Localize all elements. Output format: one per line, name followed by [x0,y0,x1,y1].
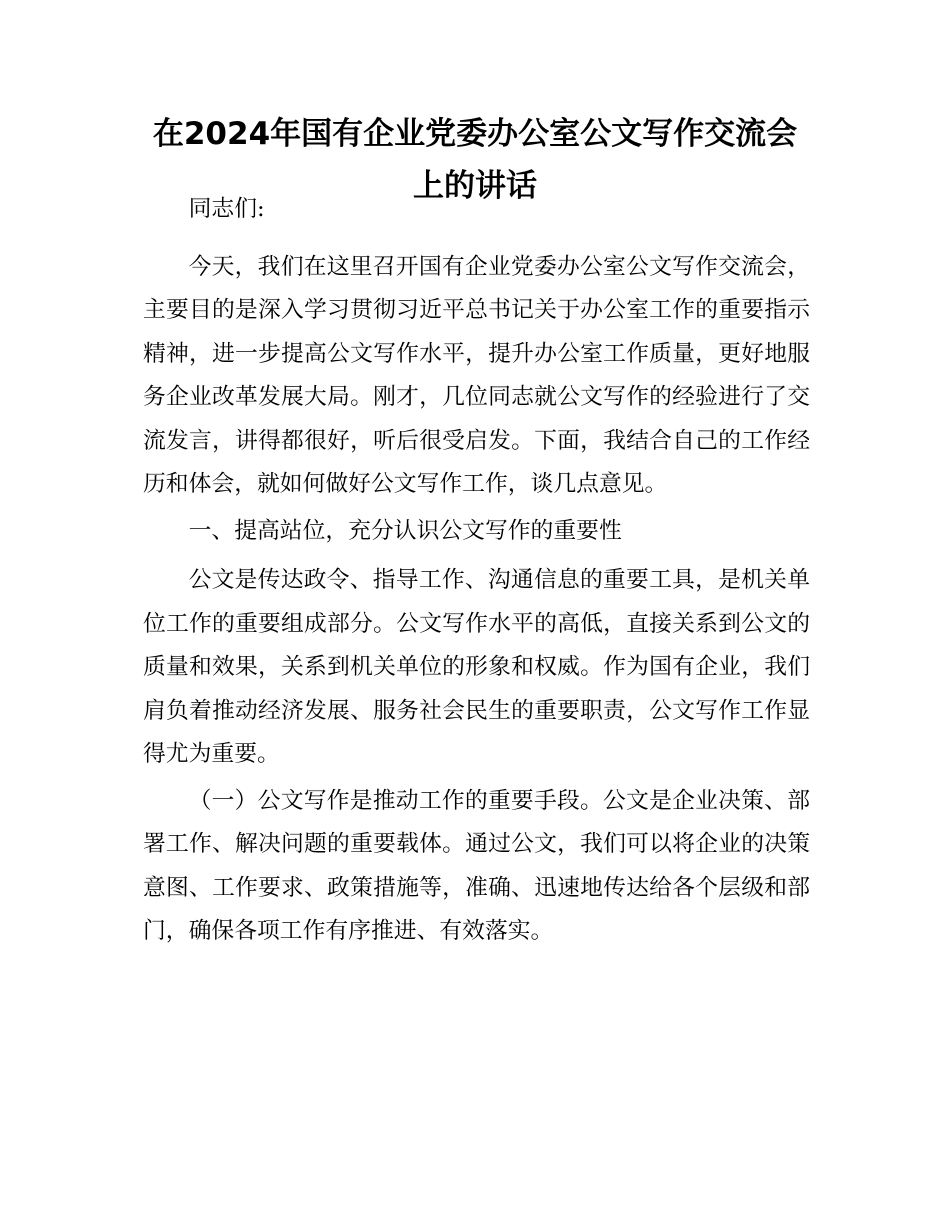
subsection-paragraph: （一）公文写作是推动工作的重要手段。公文是企业决策、部署工作、解决问题的重要载体。通过公文，我们可以将企业的决策意图、工作要求、政策措施等，准确、迅速地传达给各个层级和部门，确保各项工作有序推进、有效落实。 [143,787,810,944]
salutation: 同志们: [188,196,265,222]
section-heading: 一、提高站位，充分认识公文写作的重要性 [188,517,622,544]
intro-paragraph: 今天，我们在这里召开国有企业党委办公室公文写作交流会，主要目的是深入学习贯彻习近平总书记关于办公室工作的重要指示精神，进一步提高公文写作水平，提升办公室工作质量，更好地服务企业改革发展大局。刚才，几位同志就公文写作的经验进行了交流发言，讲得都很好，听后很受启发。下面，我结合自己的工作经历和体会，就如何做好公文写作工作，谈几点意见。 [143,253,810,497]
document-title: 在2024年国有企业党委办公室公文写作交流会上的讲话 [152,116,798,204]
body-paragraph: 公文是传达政令、指导工作、沟通信息的重要工具，是机关单位工作的重要组成部分。公文写作水平的高低，直接关系到公文的质量和效果，关系到机关单位的形象和权威。作为国有企业，我们肩负着推动经济发展、服务社会民生的重要职责，公文写作工作显得尤为重要。 [143,567,810,767]
document-body [143,188,810,957]
